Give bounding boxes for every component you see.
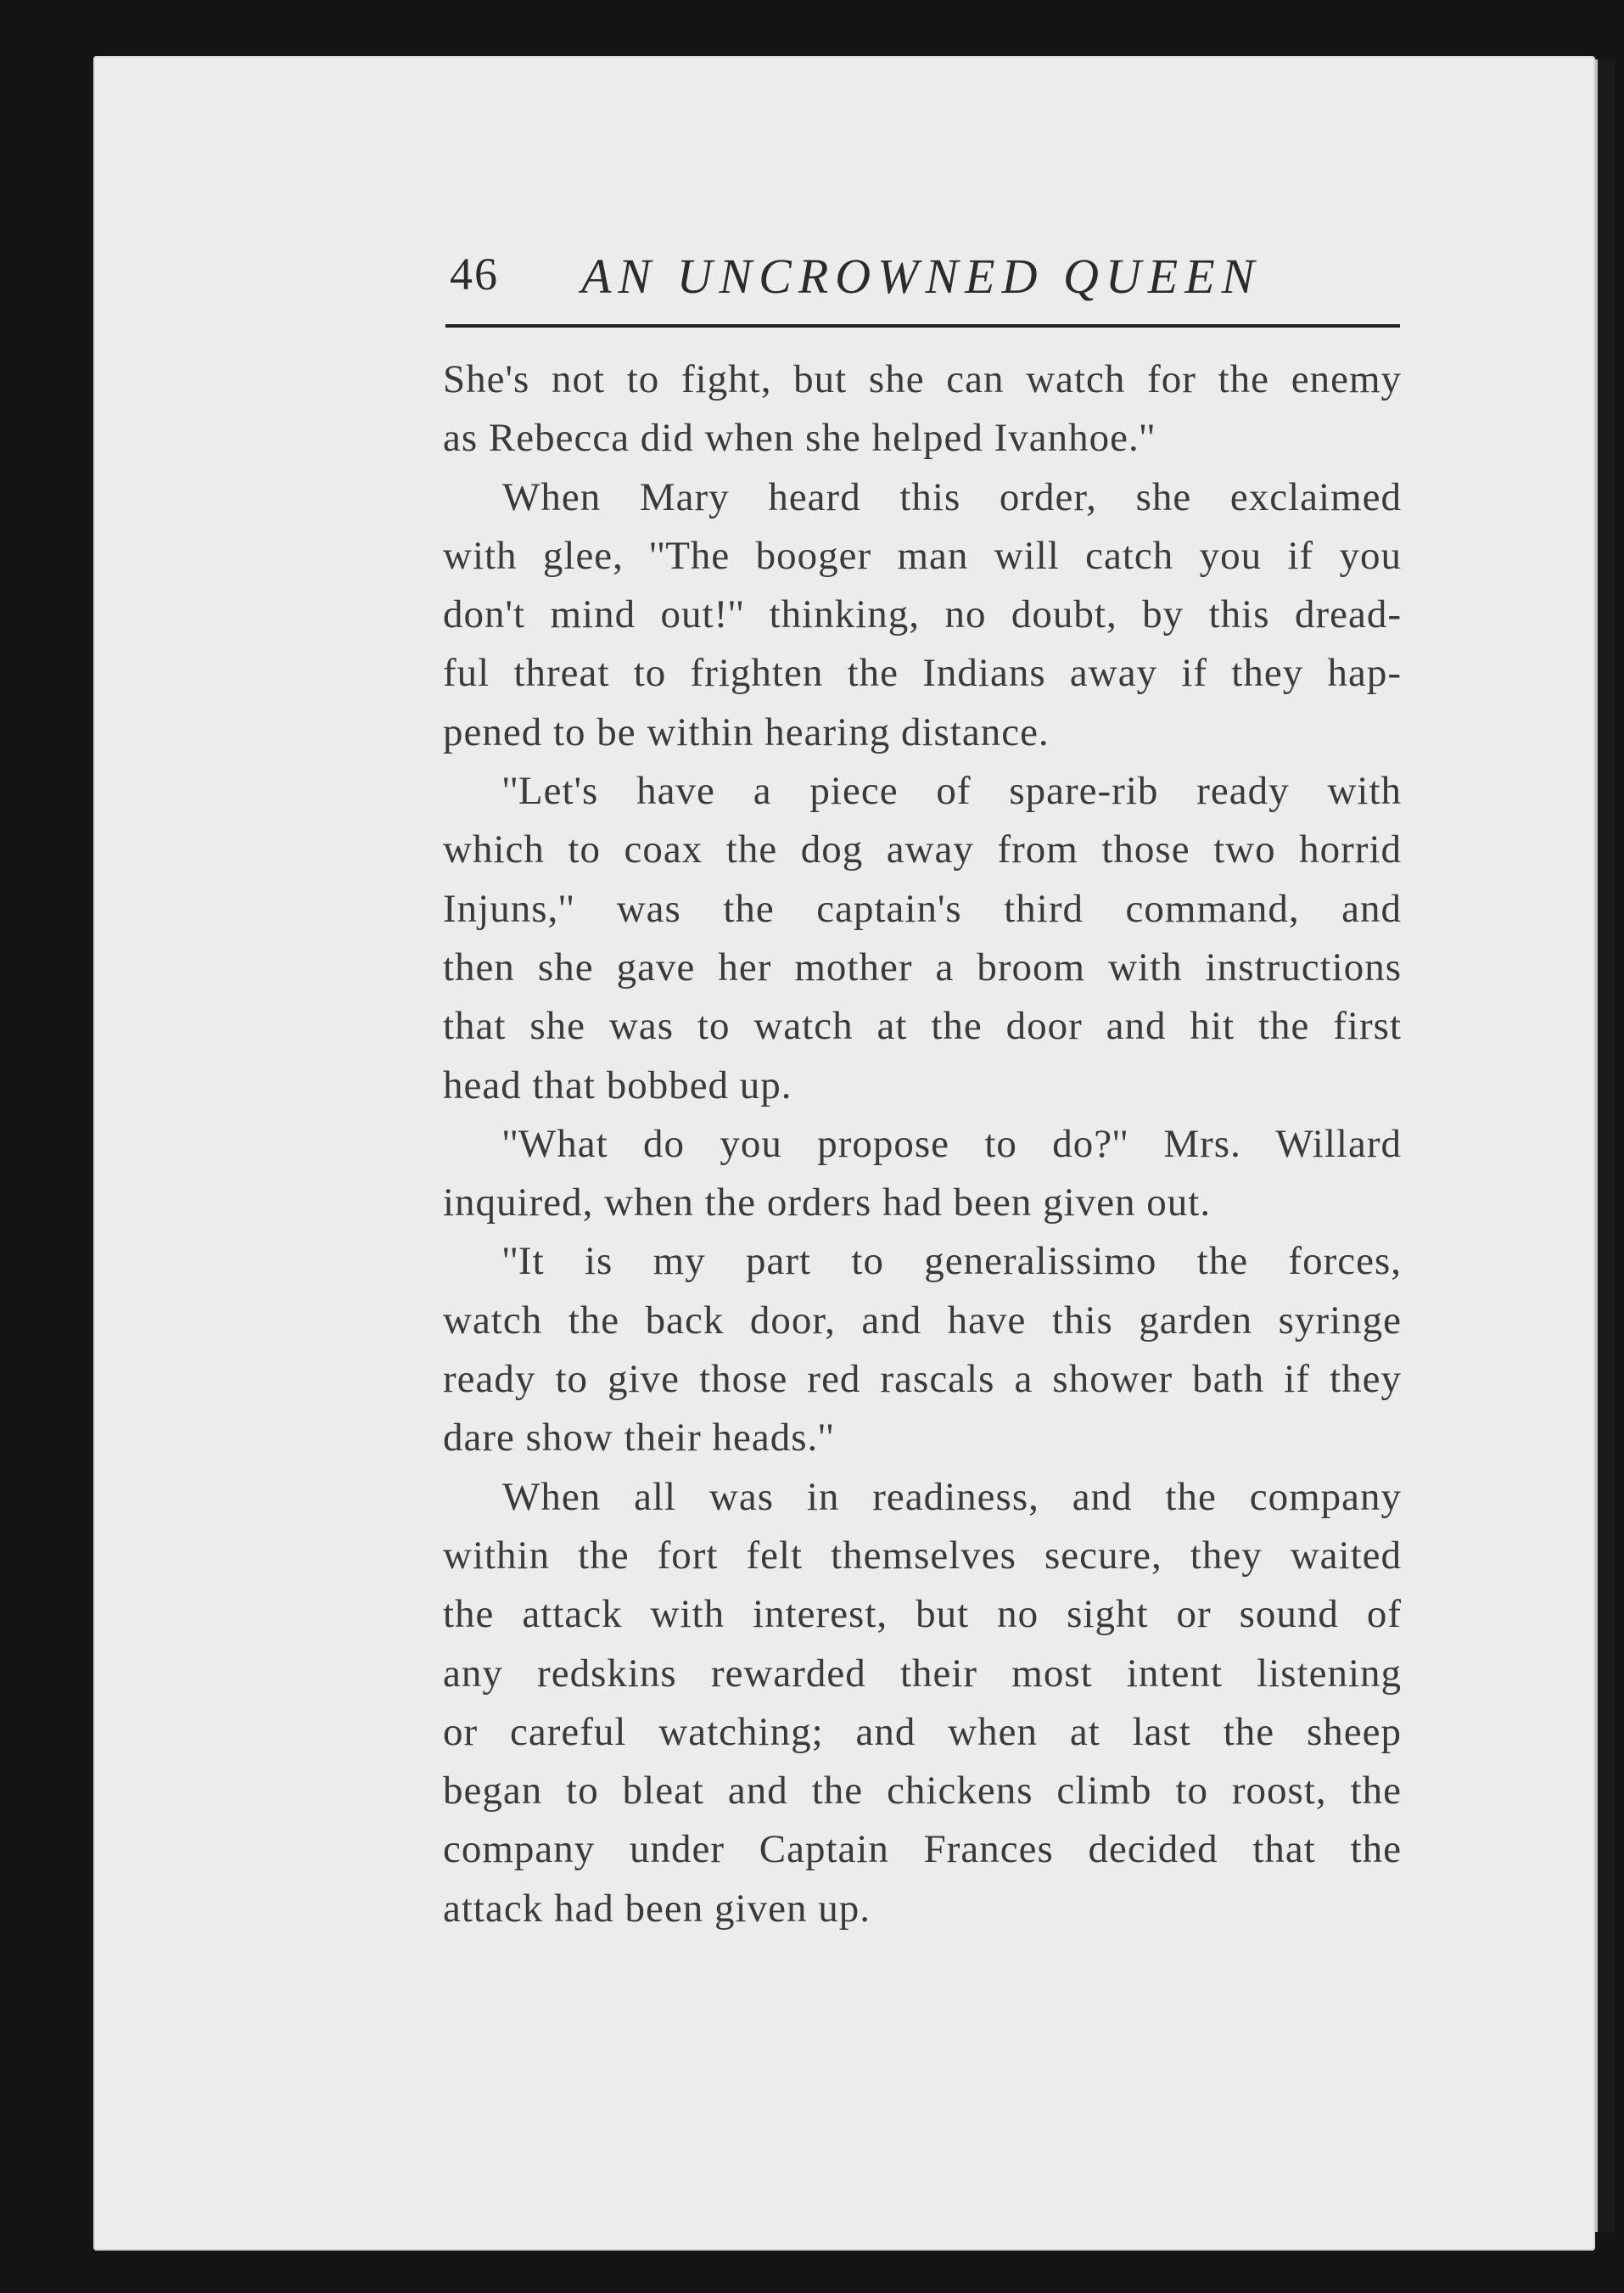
text-line: watch the back door, and have this garden syringe <box>443 1298 1402 1343</box>
text-line: any redskins rewarded their most intent listening <box>443 1651 1402 1696</box>
paragraph <box>443 1468 1402 1938</box>
page-number: 46 <box>450 249 499 300</box>
text-line: ''What do you propose to do?'' Mrs. Willard <box>502 1121 1402 1166</box>
book-title: AN UNCROWNED QUEEN <box>581 249 1262 304</box>
text-line: that she was to watch at the door and hit the first <box>443 1004 1402 1049</box>
text-line: attack had been given up. <box>443 1886 871 1931</box>
text-line: dare show their heads.'' <box>443 1416 835 1460</box>
text-line: within the fort felt themselves secure, they waited <box>443 1533 1402 1578</box>
text-line: inquired, when the orders had been given out. <box>443 1180 1212 1225</box>
body-text <box>443 350 1402 1938</box>
paragraph <box>443 350 1402 468</box>
text-line: Injuns,'' was the captain's third command, and <box>443 886 1402 931</box>
running-head <box>445 248 1400 328</box>
text-line: ready to give those red rascals a shower bath if they <box>443 1357 1402 1402</box>
text-line: with glee, ''The booger man will catch you if you <box>443 533 1402 578</box>
text-line: then she gave her mother a broom with instructions <box>443 945 1402 990</box>
text-line: ''Let's have a piece of spare-rib ready with <box>502 769 1402 814</box>
text-line: ''It is my part to generalissimo the forces, <box>502 1239 1402 1284</box>
text-line: the attack with interest, but no sight or sound of <box>443 1592 1402 1637</box>
paragraph <box>443 468 1402 762</box>
text-line: company under Captain Frances decided that the <box>443 1827 1402 1872</box>
paragraph <box>443 762 1402 1115</box>
text-line: When all was in readiness, and the company <box>502 1474 1402 1519</box>
text-line: When Mary heard this order, she exclaimed <box>502 474 1402 519</box>
text-line: head that bobbed up. <box>443 1062 792 1107</box>
text-line: or careful watching; and when at last the sheep <box>443 1709 1402 1754</box>
adjacent-page-edge <box>1595 59 1615 2232</box>
text-line: pened to be within hearing distance. <box>443 709 1050 754</box>
paragraph <box>443 1232 1402 1467</box>
text-line: She's not to fight, but she can watch for the enemy <box>443 357 1402 401</box>
text-line: began to bleat and the chickens climb to roost, the <box>443 1769 1402 1814</box>
paragraph <box>443 1115 1402 1233</box>
text-line: don't mind out!'' thinking, no doubt, by this dread- <box>443 592 1402 637</box>
text-line: as Rebecca did when she helped Ivanhoe.'' <box>443 416 1156 461</box>
text-line: which to coax the dog away from those two horrid <box>443 827 1402 872</box>
text-line: ful threat to frighten the Indians away if they hap- <box>443 651 1402 696</box>
